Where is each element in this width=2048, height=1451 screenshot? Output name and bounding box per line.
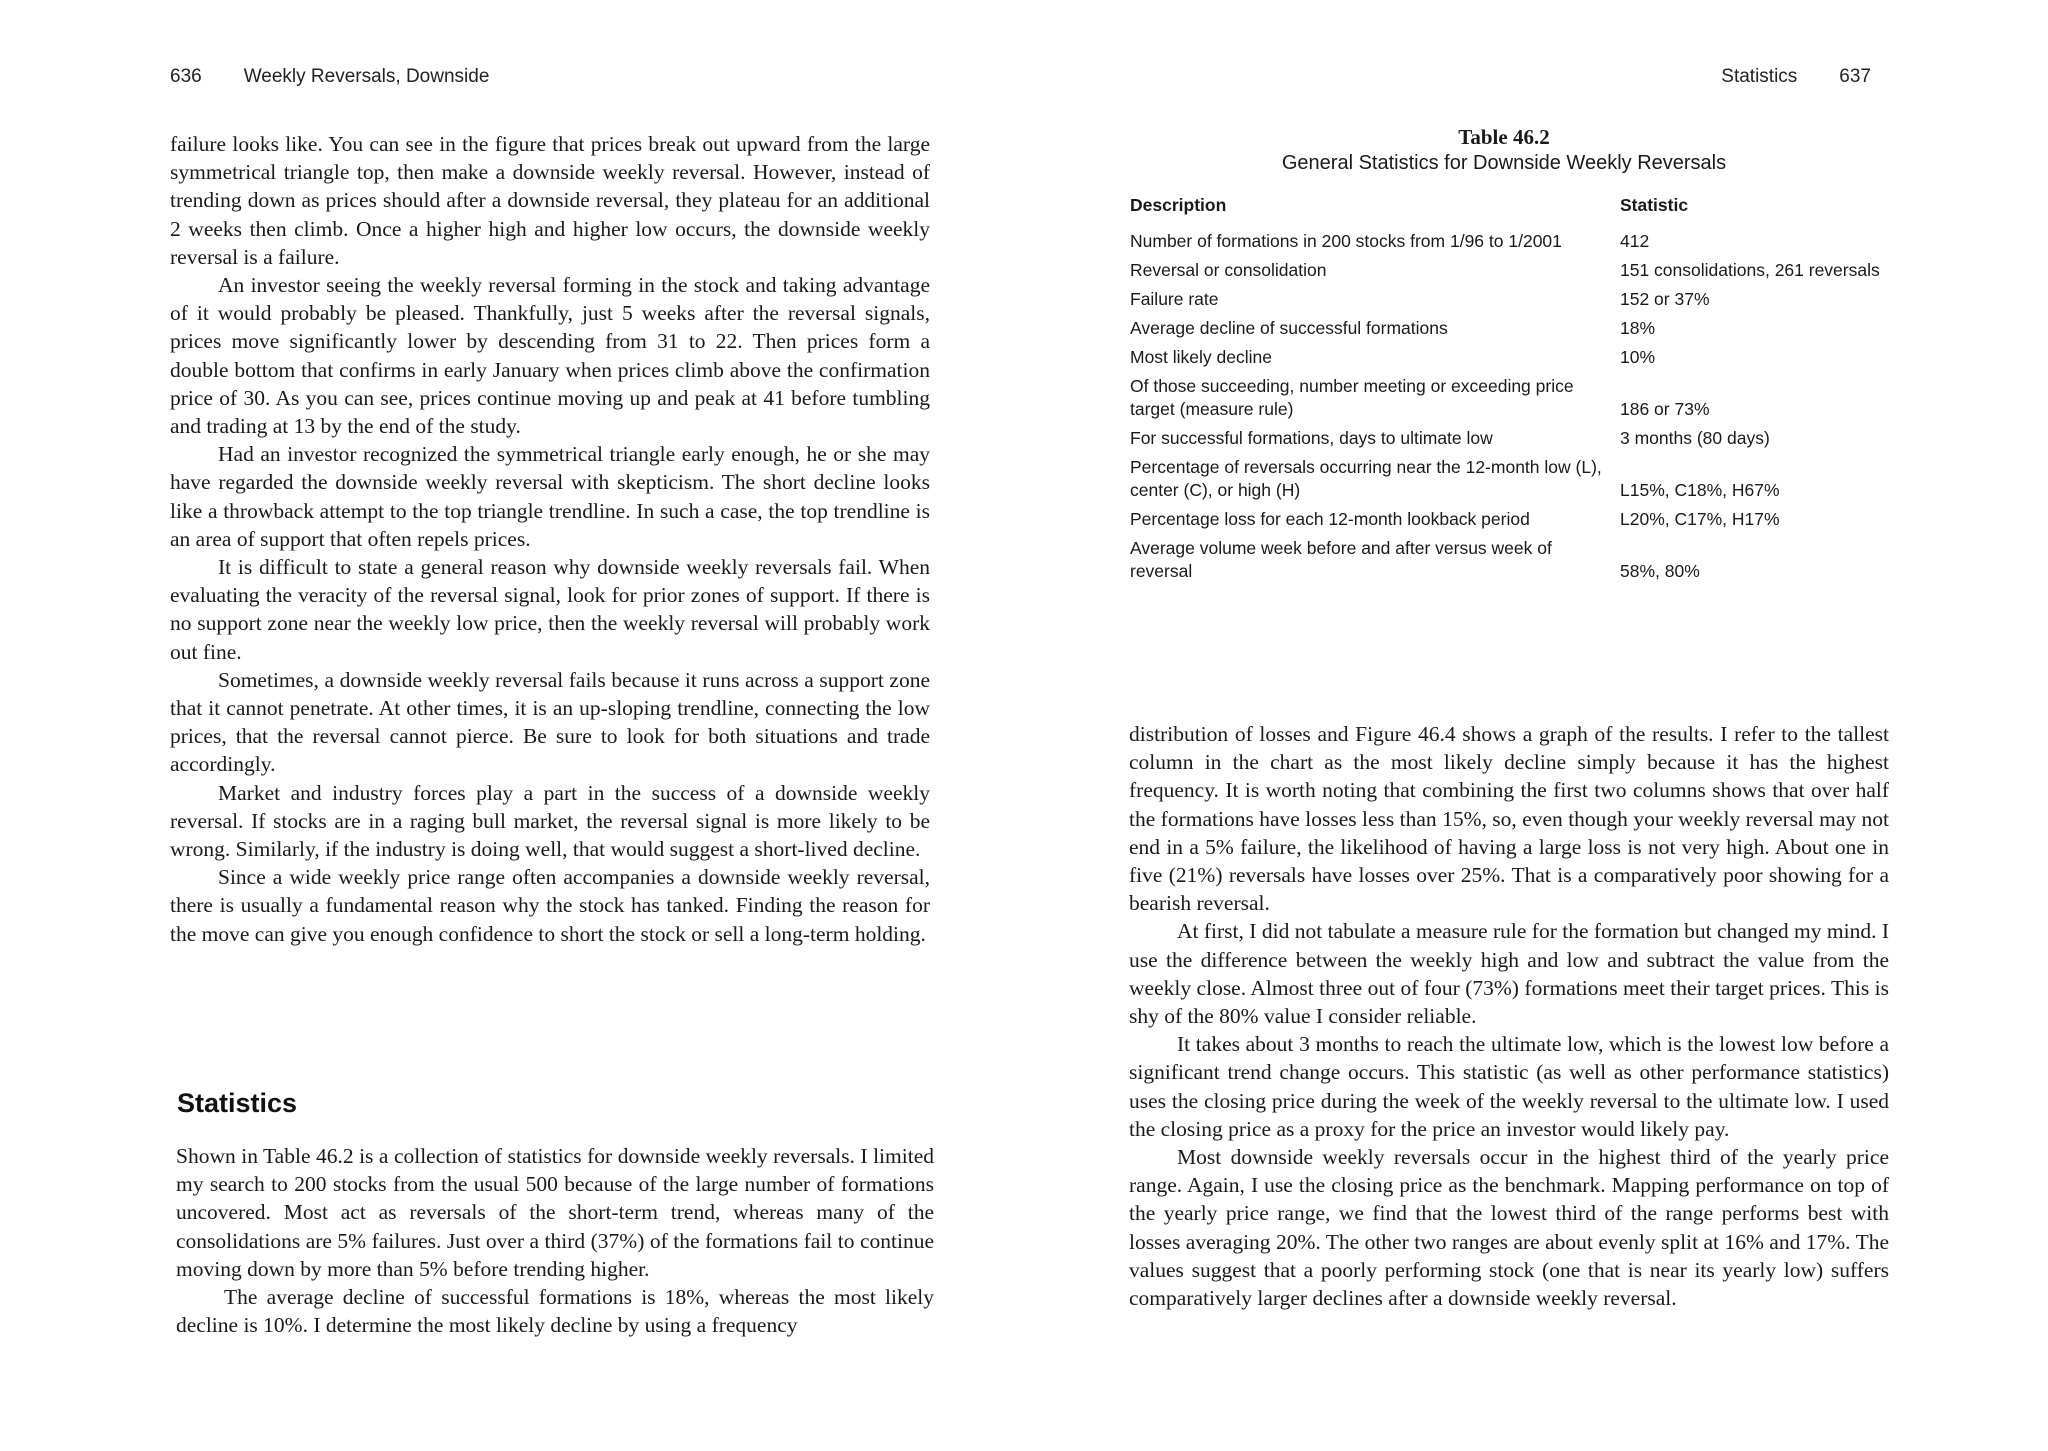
column-header-statistic: Statistic <box>1620 195 1689 215</box>
table-cell-description: Average decline of successful formations <box>1130 318 1448 338</box>
table-cell-description: Percentage of reversals occurring near the 12-month low (L), center (C), or high (H) <box>1130 457 1602 500</box>
table-cell-description: Percentage loss for each 12-month lookback period <box>1130 509 1530 529</box>
table-row <box>1130 256 1910 285</box>
table-row <box>1130 343 1910 372</box>
paragraph: An investor seeing the weekly reversal forming in the stock and taking advantage of it would probably be pleased. Thankfully, just 5 weeks after the reversal signals, prices move significantly lower by descending from 31 to 22. Then prices form a double bottom that confirms in early January when prices climb above the confirmation price of 30. As you can see, prices continue moving up and peak at 41 before tumbling and trading at 13 by the end of the study. <box>170 273 930 439</box>
left-body-text <box>170 130 930 948</box>
table-cell-statistic: 186 or 73% <box>1620 399 1710 419</box>
right-body-text <box>1129 720 1889 1312</box>
table-title: General Statistics for Downside Weekly Reversals <box>1281 152 1727 174</box>
right-page <box>1024 0 2048 1451</box>
table-cell-description: Failure rate <box>1130 289 1219 309</box>
right-page-number: 637 <box>1839 66 1871 87</box>
table-cell-description: Of those succeeding, number meeting or exceeding price target (measure rule) <box>1130 376 1574 419</box>
column-header-description: Description <box>1130 195 1227 215</box>
table-number: Table 46.2 <box>1458 125 1550 149</box>
paragraph: At first, I did not tabulate a measure rule for the formation but changed my mind. I use the difference between the weekly high and low and subtract the value from the weekly close. Almost three out of four (73%) formations meet their target prices. This is shy of the 80% value I consider reliable. <box>1129 919 1889 1029</box>
table-cell-description: Average volume week before and after versus week of reversal <box>1130 538 1552 581</box>
paragraph: Market and industry forces play a part in the success of a downside weekly reversal. If stocks are in a raging bull market, the reversal signal is more likely to be wrong. Similarly, if the industry is doing well, that would suggest a short-lived decline. <box>170 780 930 862</box>
table-row <box>1130 285 1910 314</box>
table-cell-statistic: 10% <box>1620 347 1656 367</box>
table-row <box>1130 314 1910 343</box>
table-cell-description: Reversal or consolidation <box>1130 260 1327 280</box>
table-row <box>1130 372 1910 424</box>
table-cell-statistic: 152 or 37% <box>1620 289 1710 309</box>
right-section-title: Statistics <box>1721 66 1798 87</box>
table-cell-description: Most likely decline <box>1130 347 1272 367</box>
paragraph: Sometimes, a downside weekly reversal fails because it runs across a support zone that it cannot penetrate. At other times, it is an up-sloping trendline, connecting the low prices, that the reversal cannot pierce. Be sure to look for both situations and trade accordingly. <box>170 667 930 777</box>
table-cell-statistic: L20%, C17%, H17% <box>1620 509 1780 529</box>
left-chapter-title: Weekly Reversals, Downside <box>243 66 490 87</box>
right-running-header <box>1721 66 1871 88</box>
table-cell-statistic: L15%, C18%, H67% <box>1620 480 1780 500</box>
paragraph: distribution of losses and Figure 46.4 shows a graph of the results. I refer to the tallest column in the chart as the most likely decline simply because it has the highest frequency. It is worth noting that combining the first two columns shows that over half the formations have losses less than 15%, so, even though your weekly reversal may not end in a 5% failure, the likelihood of having a large loss is not very high. About one in five (21%) reversals have losses over 25%. That is a comparatively poor showing for a bearish reversal. <box>1129 722 1889 916</box>
table-cell-statistic: 151 consolidations, 261 reversals <box>1620 260 1880 280</box>
table-row <box>1130 453 1910 505</box>
table-cell-statistic: 58%, 80% <box>1620 561 1700 581</box>
paragraph: Since a wide weekly price range often accompanies a downside weekly reversal, there is usually a fundamental reason why the stock has tanked. Finding the reason for the move can give you enough confidence to short the stock or sell a long-term holding. <box>170 865 930 946</box>
table-cell-description: For successful formations, days to ultimate low <box>1130 428 1493 448</box>
paragraph: It is difficult to state a general reason why downside weekly reversals fail. When evaluating the veracity of the reversal signal, look for prior zones of support. If there is no support zone near the weekly low price, then the weekly reversal will probably work out fine. <box>170 555 930 664</box>
table-header-row <box>1130 190 1910 227</box>
left-page-number: 636 <box>170 66 202 87</box>
table-cell-statistic: 3 months (80 days) <box>1620 428 1770 448</box>
left-running-header <box>170 66 489 88</box>
statistics-body-text <box>176 1142 934 1339</box>
table-cell-statistic: 18% <box>1620 318 1656 338</box>
paragraph: Had an investor recognized the symmetrical triangle early enough, he or she may have regarded the downside weekly reversal with skepticism. The short decline looks like a throwback attempt to the top triangle trendline. In such a case, the top trendline is an area of support that often repels prices. <box>170 442 930 551</box>
paragraph: Shown in Table 46.2 is a collection of statistics for downside weekly reversals. I limited my search to 200 stocks from the usual 500 because of the large number of formations uncovered. Most act as reversals of the short-term trend, whereas many of the consolidations are 5% failures. Just over a third (37%) of the formations fail to continue moving down by more than 5% before trending higher. <box>176 1144 934 1281</box>
table-row <box>1130 534 1910 586</box>
statistics-table <box>1130 190 1910 586</box>
paragraph: It takes about 3 months to reach the ultimate low, which is the lowest low before a significant trend change occurs. This statistic (as well as other performance statistics) uses the closing price during the week of the weekly reversal to the ultimate low. I used the closing price as a proxy for the price an investor would likely pay. <box>1129 1032 1889 1141</box>
table-row <box>1130 505 1910 534</box>
paragraph: The average decline of successful formations is 18%, whereas the most likely decline is 10%. I determine the most likely decline by using a frequency <box>176 1285 934 1338</box>
paragraph: failure looks like. You can see in the figure that prices break out upward from the large symmetrical triangle top, then make a downside weekly reversal. However, instead of trending down as prices should after a downside reversal, they plateau for an additional 2 weeks then climb. Once a higher high and higher low occurs, the downside weekly reversal is a failure. <box>170 132 930 269</box>
table-cell-description: Number of formations in 200 stocks from 1/96 to 1/2001 <box>1130 231 1562 251</box>
table-cell-statistic: 412 <box>1620 231 1650 251</box>
paragraph: Most downside weekly reversals occur in the highest third of the yearly price range. Again, I use the closing price as the benchmark. Mapping performance on top of the yearly price range, we find that the lowest third of the range performs best with losses averaging 20%. The other two ranges are about evenly split at 16% and 17%. The values suggest that a poorly performing stock (one that is near its yearly low) suffers comparatively larger declines after a downside weekly reversal. <box>1129 1145 1889 1311</box>
table-row <box>1130 227 1910 256</box>
section-heading: Statistics <box>177 1088 298 1118</box>
table-row <box>1130 424 1910 453</box>
